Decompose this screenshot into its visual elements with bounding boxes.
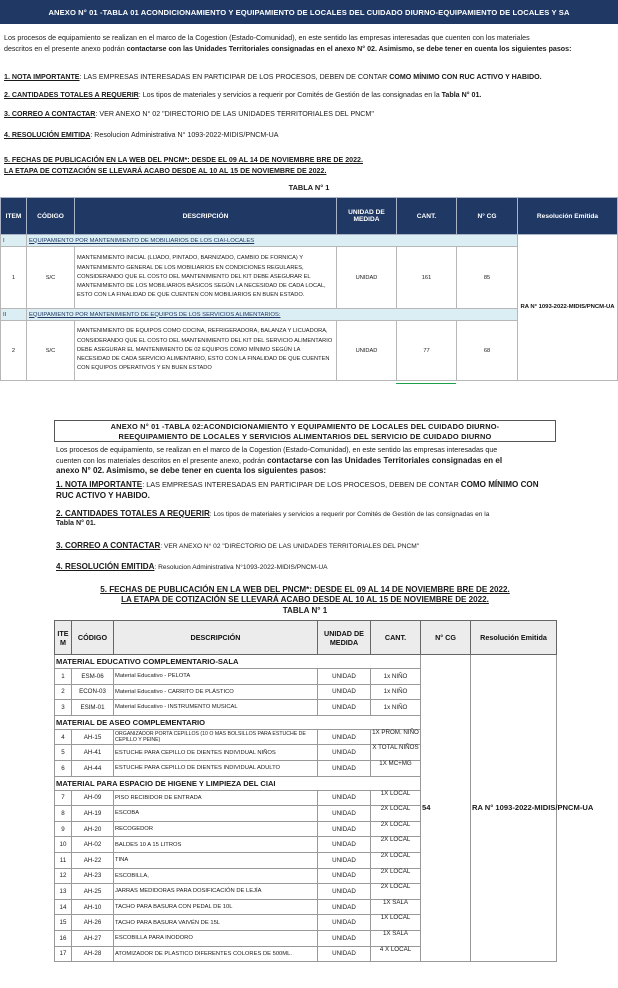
cell-unit: UNIDAD	[318, 669, 371, 685]
cell-item: 2	[55, 684, 72, 700]
selection-marker	[396, 383, 456, 384]
annex1-note-bold: COMO MÍNIMO CON RUC ACTIVO Y HABIDO.	[389, 73, 542, 81]
annex1-qty: 2. CANTIDADES TOTALES A REQUERIR: Los tipos de materiales y servicios a requerir por Comités de Gestión de las consignadas en la Tabla N° 01.	[4, 91, 482, 99]
annex2-resolution	[56, 562, 328, 573]
cell-unit: UNIDAD	[318, 899, 371, 915]
annex2-qty	[56, 509, 489, 520]
section-title-text: EQUIPAMIENTO POR MANTENIMIENTO DE MOBILIARIOS DE LOS CIAI-LOCALES	[29, 237, 255, 244]
header-code: CÓDIGO	[72, 621, 114, 655]
cell-description: PISO RECIBIDOR DE ENTRADA	[114, 790, 318, 806]
cell-unit: UNIDAD	[337, 321, 397, 381]
annex1-contact-label: 3. CORREO A CONTACTAR	[4, 110, 96, 118]
cell-qty: 2X LOCAL	[371, 837, 421, 853]
annex1-res-text: : Resolucion Administrativa N° 1093-2022-MIDIS/PNCM-UA	[90, 131, 279, 139]
cell-code: AH-09	[72, 790, 114, 806]
annex2-dates-line2	[54, 595, 556, 606]
cell-code: AH-20	[72, 821, 114, 837]
annex1-intro-line1: Los procesos de equipamiento se realizan en el marco de la Cogestion (Estado-Comunidad), en este sentido las empresas interesadas que cuenten con los materiales	[4, 34, 530, 42]
cell-description: Material Educativo - PELOTA	[114, 669, 318, 685]
cell-qty: X TOTAL NIÑOS	[371, 745, 421, 761]
annex2-contact-label: 3. CORREO A CONTACTAR	[56, 541, 161, 550]
cell-unit: UNIDAD	[318, 884, 371, 900]
section-row	[1, 235, 618, 247]
annex2-note-bold1: COMO MÍNIMO CON	[460, 480, 539, 489]
annex2-contact	[56, 541, 419, 552]
cell-unit: UNIDAD	[337, 247, 397, 309]
annex1-intro-line2	[4, 44, 571, 55]
cell-description: ESCOBILLA,	[114, 868, 318, 884]
annex1-contact-text: : VER ANEXO N° 02 "DIRECTORIO DE LAS UNIDADES TERRITORIALES DEL PNCM"	[95, 110, 374, 118]
cell-unit: UNIDAD	[318, 684, 371, 700]
annex1-note-label: 1. NOTA IMPORTANTE	[4, 73, 80, 81]
annex2-note-line2	[56, 491, 150, 502]
cell-item: 2	[1, 321, 27, 381]
cell-item: 8	[55, 806, 72, 822]
cell-unit: UNIDAD	[318, 946, 371, 962]
cell-item: 1	[1, 247, 27, 309]
cell-description: Material Educativo - CARRITO DE PLÁSTICO	[114, 684, 318, 700]
cell-code: AH-15	[72, 729, 114, 745]
cell-code: AH-27	[72, 930, 114, 946]
section-title: MATERIAL PARA ESPACIO DE HIGENE Y LIMPIEZA DEL CIAI	[55, 776, 421, 790]
annex2-intro-line1: Los procesos de equipamiento, se realizan en el marco de la Cogestion (Estado-Comunidad), en este sentido las empresas interesadas que	[56, 446, 498, 454]
cell-item: 3	[55, 700, 72, 716]
annex1-qty-text: : Los tipos de materiales y servicios a requerir por Comités de Gestión de las consignadas en la	[138, 91, 442, 99]
cell-unit: UNIDAD	[318, 821, 371, 837]
cell-qty: 1X LOCAL	[371, 790, 421, 806]
cell-item: 7	[55, 790, 72, 806]
section-title-text: EQUIPAMIENTO POR MANTENIMIENTO DE EQUIPOS DE LOS SERVICIOS ALIMENTARIOS:	[29, 311, 281, 318]
cell-item: 11	[55, 852, 72, 868]
cell-code: S/C	[27, 321, 75, 381]
cell-code: ECON-03	[72, 684, 114, 700]
cell-qty: 1X MC+MG	[371, 760, 421, 776]
cell-item: 15	[55, 915, 72, 931]
annex1-dates-line1	[4, 155, 363, 166]
annex2-dates-line1-text: 5. FECHAS DE PUBLICACIÓN EN LA WEB DEL PNCM*: DESDE EL 09 AL 14 DE NOVIEMBRE BRE DE 2022.	[100, 585, 510, 594]
annex2-note-text: : LAS EMPRESAS INTERESADAS EN PARTICIPAR DE LOS PROCESOS, DEBEN DE CONTAR	[142, 480, 461, 489]
annex1-contact	[4, 109, 374, 120]
annex2-intro-line2-a: cuenten con los materiales descritos en el presente anexo, podrán	[56, 457, 267, 465]
annex2-qty-line2: Tabla N° 01.	[56, 519, 96, 527]
annex2-cg-cell: 54	[421, 655, 471, 962]
cell-code: AH-23	[72, 868, 114, 884]
cell-code: AH-41	[72, 745, 114, 761]
cell-description: ESCOBILLA PARA INODORO	[114, 930, 318, 946]
annex2-note	[56, 480, 539, 491]
cell-qty: 1X SALA	[371, 899, 421, 915]
annex2-title-line2: REEQUIPAMIENTO DE LOCALES Y SERVICIOS ALIMENTARIOS DEL SERVICIO DE CUIDADO DIURNO	[118, 432, 492, 441]
cell-description: TACHO PARA BASURA CON PEDAL DE 10L	[114, 899, 318, 915]
cell-unit: UNIDAD	[318, 915, 371, 931]
annex2-intro-line3	[56, 466, 326, 477]
cell-description: RECOGEDOR	[114, 821, 318, 837]
cell-code: AH-02	[72, 837, 114, 853]
annex2-title	[54, 420, 556, 442]
cell-qty: 2X LOCAL	[371, 806, 421, 822]
cell-description: Material Educativo - INSTRUMENTO MUSICAL	[114, 700, 318, 716]
cell-item: 9	[55, 821, 72, 837]
cell-item: 17	[55, 946, 72, 962]
annex1-dates-line2-text: LA ETAPA DE COTIZACIÓN SE LLEVARÁ ACABO DESDE AL 10 AL 15 DE NOVIEMBRE DE 2022.	[4, 167, 327, 175]
annex2-res-text: : Resolucion Administrativa N°1093-2022-MIDIS/PNCM-UA	[154, 564, 328, 571]
cell-code: ESM-06	[72, 669, 114, 685]
cell-qty: 161	[397, 247, 457, 309]
cell-unit: UNIDAD	[318, 837, 371, 853]
cell-description: TACHO PARA BASURA VAIVÉN DE 15L	[114, 915, 318, 931]
header-unit: UNIDAD DE MEDIDA	[337, 198, 397, 235]
cell-code: AH-26	[72, 915, 114, 931]
section-title: MATERIAL DE ASEO COMPLEMENTARIO	[55, 715, 421, 729]
annex1-dates-line2	[4, 166, 326, 177]
cell-code: AH-25	[72, 884, 114, 900]
annex2-dates-line1	[54, 585, 556, 596]
header-cg: N° CG	[421, 621, 471, 655]
cell-unit: UNIDAD	[318, 852, 371, 868]
annex1-res-label: 4. RESOLUCIÓN EMITIDA	[4, 131, 91, 139]
annex2-note-label: 1. NOTA IMPORTANTE	[56, 480, 143, 489]
cell-description: JARRAS MEDIDORAS PARA DOSIFICACIÓN DE LEJÍA	[114, 884, 318, 900]
annex1	[0, 0, 618, 388]
header-cg: N° CG	[457, 198, 518, 235]
cell-description: ORGANIZADOR PORTA CEPILLOS (10 O MAS BOLSILLOS PARA ESTUCHE DE CEPILLO Y PEINE)	[114, 729, 318, 745]
annex2-table	[54, 620, 594, 962]
cell-cg: 85	[457, 247, 518, 309]
cell-qty: 1X PROM. NIÑO	[371, 729, 421, 745]
cell-code: AH-19	[72, 806, 114, 822]
cell-description: ESTUCHE PARA CEPILLO DE DIENTES INDIVIDUAL NIÑOS	[114, 745, 318, 761]
annex2-qty-bold: Tabla N° 01	[56, 519, 94, 527]
cell-unit: UNIDAD	[318, 806, 371, 822]
annex2-table-caption	[54, 606, 556, 617]
header-item: ITE M	[55, 621, 72, 655]
cell-item: 10	[55, 837, 72, 853]
annex2-title-line1: ANEXO N° 01 -TABLA 02:ACONDICIONAMIENTO Y EQUIPAMIENTO DE LOCALES DEL CUIDADO DIURNO-	[110, 422, 500, 431]
cell-qty: 2X LOCAL	[371, 852, 421, 868]
header-qty: CANT.	[371, 621, 421, 655]
cell-item: 5	[55, 745, 72, 761]
annex2	[54, 420, 594, 988]
section-num: II	[1, 309, 27, 321]
cell-item: 14	[55, 899, 72, 915]
annex2-resolution-cell: RA N° 1093-2022-MIDIS/PNCM-UA	[471, 655, 557, 962]
cell-description: MANTENIMIENTO INICIAL (LIJADO, PINTADO, BARNIZADO, CAMBIO DE FORNICA) Y MANTENIMIENTO GENERAL DE LOS MOBILIARIOS EN CONDICIONES REGULARES, CONSIDERANDO QUE EL COSTO DEL MANTENIMIENTO DEL KIT DEBE ASEGURAR EL MANTENIMIENTO DE LOS MOBILIARIOS BÁSICOS SEGÚN LA NECESIDAD DE CADA LOCAL, ESTO CON LA FINALIDAD DE QUE CUENTEN CON MOBILIARIOS EN BUEN ESTADO.	[75, 247, 337, 309]
header-unit: UNIDAD DE MEDIDA	[318, 621, 371, 655]
cell-cg: 68	[457, 321, 518, 381]
section-row	[55, 655, 557, 669]
annex2-contact-text: : VER ANEXO N° 02 "DIRECTORIO DE LAS UNIDADES TERRITORIALES DEL PNCM"	[160, 543, 420, 550]
cell-unit: UNIDAD	[318, 760, 371, 776]
annex1-table	[0, 197, 618, 381]
cell-description: MANTENIMIENTO DE EQUIPOS COMO COCINA, REFRIGERADORA, BALANZA Y LICUADORA, CONSIDERANDO QUE EL COSTO DEL MANTENIMIENTO DEL KIT DEL SERVICIO ALIMENTARIO DEBE ASEGURAR EL MANTENIMIENTO DE 02 EQUIPOS COMO MÍNIMO SEGÚN LA NECESIDAD DE CADA SERVICIO ALIMENTARIO, ESTO CON LA FINALIDAD DE QUE CUENTEN CON EQUIPOS OPERATIVOS Y EN BUEN ESTADO	[75, 321, 337, 381]
annex2-intro-line2-b: contactarse con las Unidades Territoriales consignadas en el	[266, 456, 503, 465]
cell-code: AH-28	[72, 946, 114, 962]
annex1-resolution	[4, 130, 278, 141]
section-num: I	[1, 235, 27, 247]
cell-unit: UNIDAD	[318, 790, 371, 806]
annex2-dates-line2-text: LA ETAPA DE COTIZACIÓN SE LLEVARÁ ACABO DESDE AL 10 AL 15 DE NOVIEMBRE DE 2022.	[121, 595, 489, 604]
cell-description: ESTUCHE PARA CEPILLO DE DIENTES INDIVIDUAL ADULTO	[114, 760, 318, 776]
cell-code: AH-10	[72, 899, 114, 915]
cell-item: 12	[55, 868, 72, 884]
annex2-res-label: 4. RESOLUCIÓN EMITIDA	[56, 562, 155, 571]
annex2-table-caption-text: TABLA N° 1	[282, 606, 328, 615]
annex1-table-header	[1, 198, 618, 235]
cell-item: 1	[55, 669, 72, 685]
cell-unit: UNIDAD	[318, 745, 371, 761]
section-title	[27, 309, 518, 321]
cell-item: 13	[55, 884, 72, 900]
cell-description: BALDES 10 A 15 LITROS	[114, 837, 318, 853]
cell-code: AH-22	[72, 852, 114, 868]
header-qty: CANT.	[397, 198, 457, 235]
annex1-table-caption: TABLA N° 1	[288, 183, 330, 192]
cell-code: S/C	[27, 247, 75, 309]
cell-qty: 2X LOCAL	[371, 868, 421, 884]
cell-code: AH-44	[72, 760, 114, 776]
cell-qty: 2X LOCAL	[371, 821, 421, 837]
cell-description: TINA	[114, 852, 318, 868]
section-title: MATERIAL EDUCATIVO COMPLEMENTARIO-SALA	[55, 655, 421, 669]
cell-qty: 1x NIÑO	[371, 684, 421, 700]
cell-qty: 77	[397, 321, 457, 381]
cell-description: ATOMIZADOR DE PLASTICO DIFERENTES COLORES DE 500ML.	[114, 946, 318, 962]
annex2-intro-line2	[56, 456, 502, 467]
annex2-note-bold2: RUC ACTIVO Y HABIDO.	[56, 491, 150, 500]
annex1-note	[4, 72, 542, 83]
annex2-intro-line3-text: anexo N° 02. Asimismo, se debe tener en cuenta los siguientes pasos:	[56, 466, 327, 475]
annex2-qty-text: : Los tipos de materiales y servicios a requerir por Comités de Gestión de las consignadas en la	[209, 511, 490, 518]
annex2-table-header	[55, 621, 557, 655]
annex1-qty-bold: Tabla N° 01	[441, 91, 480, 99]
header-item: ITEM	[1, 198, 27, 235]
header-description: DESCRIPCIÓN	[75, 198, 337, 235]
header-code: CÓDIGO	[27, 198, 75, 235]
cell-qty: 1x NIÑO	[371, 669, 421, 685]
cell-qty: 4 X LOCAL	[371, 946, 421, 962]
cell-qty: 1X LOCAL	[371, 915, 421, 931]
cell-item: 6	[55, 760, 72, 776]
cell-description: ESCOBA	[114, 806, 318, 822]
cell-qty: 2X LOCAL	[371, 884, 421, 900]
cell-unit: UNIDAD	[318, 729, 371, 745]
cell-unit: UNIDAD	[318, 868, 371, 884]
cell-item: 4	[55, 729, 72, 745]
annex1-title: ANEXO N° 01 -TABLA 01 ACONDICIONAMIENTO Y EQUIPAMIENTO DE LOCALES DEL CUIDADO DIURNO-EQUIPAMIENTO DE LOCALES Y SA	[0, 0, 618, 24]
annex1-qty-label: 2. CANTIDADES TOTALES A REQUERIR	[4, 91, 139, 99]
cell-qty: 1x NIÑO	[371, 700, 421, 716]
header-resolution: Resolución Emitida	[471, 621, 557, 655]
annex1-note-text: : LAS EMPRESAS INTERESADAS EN PARTICIPAR DE LOS PROCESOS, DEBEN DE CONTAR	[79, 73, 390, 81]
section-title	[27, 235, 518, 247]
header-resolution: Resolución Emitida	[518, 198, 618, 235]
annex1-intro-line2-a: descritos en el presente anexo podrán	[4, 45, 125, 53]
cell-unit: UNIDAD	[318, 700, 371, 716]
annex1-resolution-cell: RA N° 1093-2022-MIDIS/PNCM-UA	[518, 235, 618, 381]
header-description: DESCRIPCIÓN	[114, 621, 318, 655]
cell-qty: 1X SALA	[371, 930, 421, 946]
cell-code: ESIM-01	[72, 700, 114, 716]
cell-unit: UNIDAD	[318, 930, 371, 946]
annex1-intro-line2-b: contactarse con las Unidades Territoriales consignadas en el anexo N° 02. Asimismo, se debe tener en cuenta los siguientes pasos:	[126, 45, 572, 53]
cell-item: 16	[55, 930, 72, 946]
annex1-dates-line1-text: 5. FECHAS DE PUBLICACIÓN EN LA WEB DEL PNCM*: DESDE EL 09 AL 14 DE NOVIEMBRE BRE DE 2022.	[4, 156, 363, 164]
annex2-qty-label: 2. CANTIDADES TOTALES A REQUERIR	[56, 509, 210, 518]
